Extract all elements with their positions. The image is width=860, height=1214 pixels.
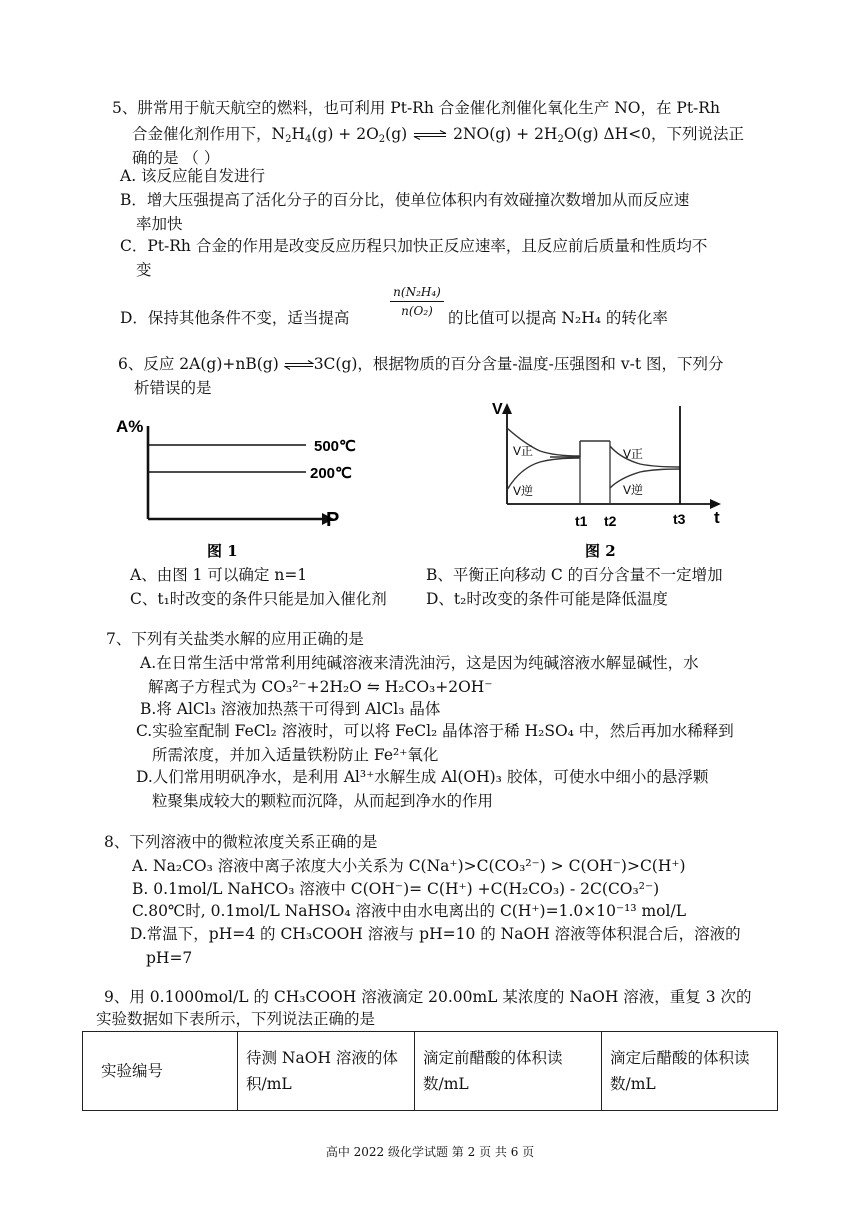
q5-option-c: C．Pt-Rh 合金的作用是改变反应历程只加快正反应速率，且反应前后质量和性质均不 [120,237,708,255]
q5-stem-part: O(g) ΔH<0，下列说法正 [563,125,745,143]
equilibrium-arrow-icon [412,130,448,140]
fig1-line-upper-label: 500℃ [314,438,356,455]
q6-stem-line2: 析错误的是 [134,379,212,397]
table-header-cell: 实验编号 [83,1032,238,1111]
q7-option-a-cont: 解离子方程式为 CO₃²⁻+2H₂O ⇋ H₂CO₃+2OH⁻ [148,678,493,696]
q5-option-a: A. 该反应能自发进行 [120,167,266,185]
figure-1-chart [110,408,370,568]
q7-stem: 7、下列有关盐类水解的应用正确的是 [106,630,364,648]
q6-option-d: D、t₂时改变的条件可能是降低温度 [426,590,668,608]
q8-option-d-cont: pH=7 [146,949,193,967]
q5-stem-part: (g) [385,125,408,143]
q5-fraction-numerator: n(N₂H₄) [393,285,441,299]
q5-stem-line1: 5、肼常用于航天航空的燃料，也可利用 Pt-Rh 合金催化剂催化氧化生产 NO，在 Pt-Rh [112,99,720,117]
q8-option-d: D.常温下，pH=4 的 CH₃COOH 溶液与 pH=10 的 NaOH 溶液等体积混合后，溶液的 [130,925,741,943]
fig2-t3-label: t3 [673,511,686,527]
page-footer: 高中 2022 级化学试题 第 2 页 共 6 页 [325,1145,535,1159]
q5-option-d: D．保持其他条件不变，适当提高 [120,309,350,327]
v-reverse-curve-2 [610,469,680,488]
equilibrium-arrow-icon [284,360,314,370]
fig2-t1-label: t1 [575,513,588,529]
q5-stem-line2: 合金催化剂作用下，$N_2H_4(g) + 2O_2(g) 2NO(g) + 2H_2O(g)$ ΔH<0，下列说法正 [132,125,745,145]
fig2-v-reverse-label: V逆 [513,484,534,498]
fig1-x-label: P [326,509,340,531]
q7-option-b: B.将 AlCl₃ 溶液加热蒸干可得到 AlCl₃ 晶体 [140,700,441,718]
q6-stem-line1 [118,352,723,376]
table-header-row [83,1032,778,1111]
figure-2-chart [480,396,740,566]
q6-option-a: A、由图 1 可以确定 n=1 [130,566,308,584]
fig2-caption: 图 2 [585,542,616,560]
q7-option-a: A.在日常生活中常常利用纯碱溶液来清洗油污，这是因为纯碱溶液水解显碱性，水 [140,654,699,672]
fig2-v-reverse-label-2: V逆 [623,483,644,497]
fig1-y-label: A% [116,417,144,436]
q7-option-d: D.人们常用明矾净水，是利用 Al³⁺水解生成 Al(OH)₃ 胶体，可使水中细小的悬浮颗 [136,768,709,786]
q6-option-c: C、t₁时改变的条件只能是加入催化剂 [130,590,387,608]
q6-stem-part: 3C(g)，根据物质的百分含量-温度-压强图和 v-t 图，下列分 [313,355,724,373]
v-forward-curve-2 [610,446,680,467]
q6-stem-part: 6、反应 2A(g)+nB(g) [118,355,279,373]
q7-option-c: C.实验室配制 FeCl₂ 溶液时，可以将 FeCl₂ 晶体溶于稀 H₂SO₄ 中，然后再加水稀释到 [136,722,734,740]
q9-stem-cont: 实验数据如下表所示，下列说法正确的是 [96,1010,376,1028]
q5-option-c-cont: 变 [136,261,152,279]
q5-fraction-denominator: n(O₂) [401,304,433,318]
q9-stem: 9、用 0.1000mol/L 的 CH₃COOH 溶液滴定 20.00mL 某浓度的 NaOH 溶液，重复 3 次的 [104,988,752,1006]
q5-option-d-cont: 的比值可以提高 N₂H₄ 的转化率 [448,309,668,327]
fig1-caption: 图 1 [207,542,238,560]
q5-stem-part: 2NO(g) + 2H [453,125,558,143]
fig2-v-forward-label-2: V正 [623,447,644,461]
q5-stem-part: 合金催化剂作用下，N [132,125,286,143]
y-axis-arrow-icon [502,403,512,414]
fraction-bar [390,301,444,302]
fig2-v-forward-label: V正 [513,444,534,458]
q6-option-b: B、平衡正向移动 C 的百分含量不一定增加 [426,566,723,584]
data-table [82,1031,778,1111]
q7-option-d-cont: 粒聚集成较大的颗粒而沉降，从而起到净水的作用 [152,792,494,810]
q7-option-c-cont: 所需浓度，并加入适量铁粉防止 Fe²⁺氧化 [152,746,439,764]
q8-stem: 8、下列溶液中的微粒浓度关系正确的是 [104,833,378,851]
q5-stem-part: (g) + 2O [311,125,379,143]
fig1-line-lower-label: 200℃ [310,465,352,482]
q5-option-b-cont: 率加快 [136,215,183,233]
q5-option-b: B．增大压强提高了活化分子的百分比，使单位体积内有效碰撞次数增加从而反应速 [120,191,690,209]
fig2-y-label: V [492,401,503,418]
table-header-cell: 滴定前醋酸的体积读数/mL [415,1032,602,1111]
q8-option-a: A. Na₂CO₃ 溶液中离子浓度大小关系为 C(Na⁺)>C(CO₃²⁻) > C(OH⁻)>C(H⁺) [132,857,686,875]
fig2-t2-label: t2 [604,513,617,529]
q5-stem-part: H [291,125,305,143]
q8-option-b: B. 0.1mol/L NaHCO₃ 溶液中 C(OH⁻)= C(H⁺) +C(H₂CO₃) - 2C(CO₃²⁻) [132,880,660,898]
q8-option-c: C.80℃时, 0.1mol/L NaHSO₄ 溶液中由水电离出的 C(H⁺)=1.0×10⁻¹³ mol/L [132,902,686,920]
fig2-x-label: t [714,508,720,527]
table-header-cell: 滴定后醋酸的体积读数/mL [602,1032,778,1111]
table-header-cell: 待测 NaOH 溶液的体积/mL [238,1032,415,1111]
q5-stem-line3: 确的是 （ ） [132,149,220,167]
